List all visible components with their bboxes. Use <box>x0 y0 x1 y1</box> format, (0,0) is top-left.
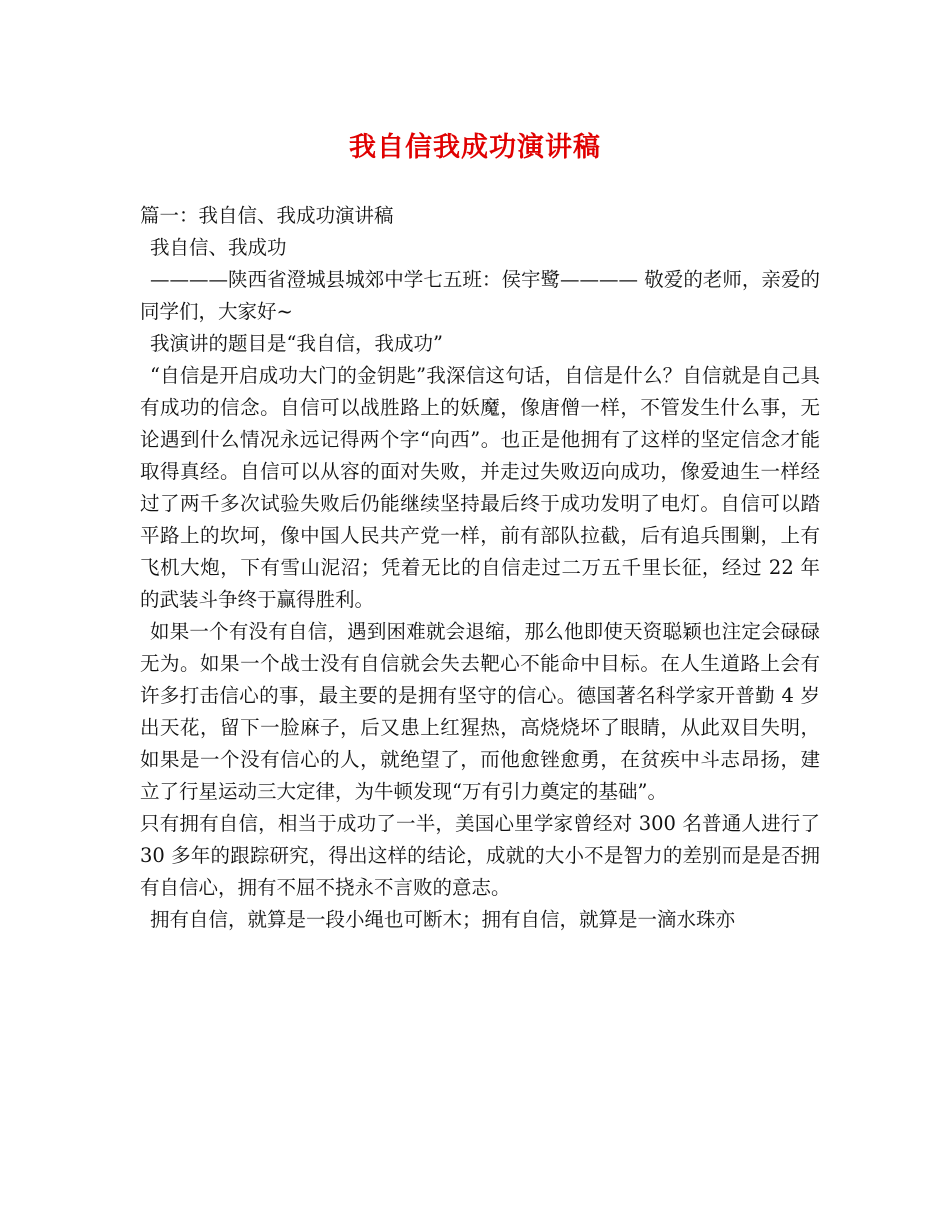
paragraph: 如果一个有没有自信，遇到困难就会退缩，那么他即使天资聪颖也注定会碌碌无为。如果一个战士没有自信就会失去靶心不能命中目标。在人生道路上会有许多打击信心的事，最主要的是拥有坚守的信心。德国著名科学家开普勤 4 岁出天花，留下一脸麻子，后又患上红猩热，高烧烧坏了眼睛，从此双目失明，如果是一个没有信心的人，就绝望了，而他愈锉愈勇，在贫疾中斗志昂扬，建立了行星运动三大定律，为牛顿发现“万有引力奠定的基础”。 <box>140 620 820 803</box>
section-heading: 篇一：我自信、我成功演讲稿 <box>140 204 394 227</box>
document-body <box>140 200 820 936</box>
speech-title: 我自信、我成功 <box>150 236 287 259</box>
document-title: 我自信我成功演讲稿 <box>349 132 601 163</box>
paragraph: 只有拥有自信，相当于成功了一半，美国心里学家曾经对 300 名普通人进行了 30 多年的跟踪研究，得出这样的结论，成就的大小不是智力的差别而是是否拥有自信心，拥有不屈不挠永不言败的意志。 <box>140 812 820 899</box>
speech-topic: 我演讲的题目是“我自信，我成功” <box>150 332 443 355</box>
paragraph: 拥有自信，就算是一段小绳也可断木；拥有自信，就算是一滴水珠亦 <box>150 908 736 931</box>
paragraph: “自信是开启成功大门的金钥匙”我深信这句话，自信是什么？自信就是自己具有成功的信念。自信可以战胜路上的妖魔，像唐僧一样，不管发生什么事，无论遇到什么情况永远记得两个字“向西”。也正是他拥有了这样的坚定信念才能取得真经。自信可以从容的面对失败，并走过失败迈向成功，像爱迪生一样经过了两千多次试验失败后仍能继续坚持最后终于成功发明了电灯。自信可以踏平路上的坎坷，像中国人民共产党一样，前有部队拉截，后有追兵围剿，上有飞机大炮，下有雪山泥沼；凭着无比的自信走过二万五千里长征，经过 22 年的武装斗争终于赢得胜利。 <box>140 364 820 611</box>
author-and-greeting: ————陕西省澄城县城郊中学七五班：侯宇鹭———— 敬爱的老师，亲爱的同学们，大家好~ <box>140 268 820 323</box>
